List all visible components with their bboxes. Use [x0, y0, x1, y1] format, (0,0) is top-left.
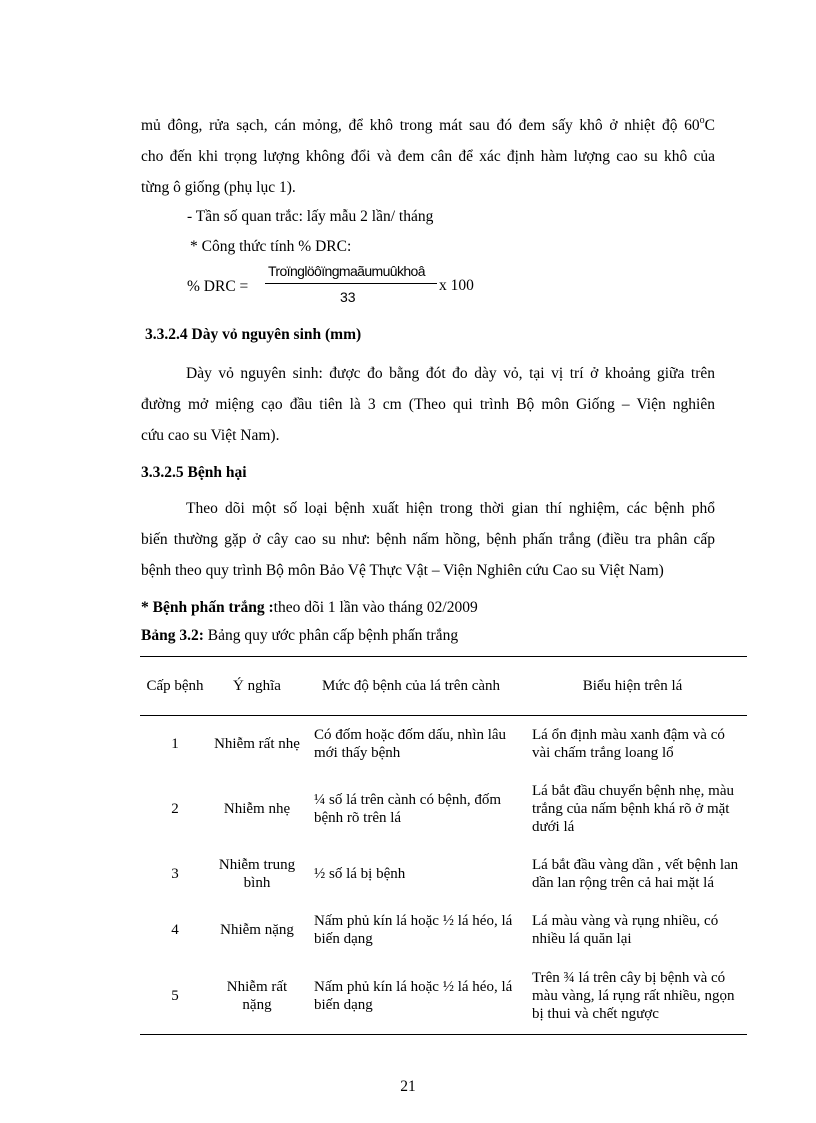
table-cell: Nấm phủ kín lá hoặc ½ lá héo, lá biến dạng [314, 979, 513, 1013]
paragraph-text: mủ đông, rửa sạch, cán mỏng, để khô trong mát sau đó đem sấy khô ở nhiệt độ 60 [141, 117, 700, 134]
paragraph-line: biến thường gặp ở cây cao su như: bệnh nấm hồng, bệnh phấn trắng (điều tra phân cấp [141, 531, 715, 548]
paragraph-line: đường mở miệng cạo đầu tiên là 3 cm (Theo qui trình Bộ môn Giống – Viện nghiên [141, 396, 715, 413]
powdery-mildew-note [141, 598, 478, 618]
table-cell: 1 [171, 736, 179, 752]
paragraph-line: bệnh theo quy trình Bộ môn Bảo Vệ Thực Vật – Viện Nghiên cứu Cao su Việt Nam) [141, 562, 664, 579]
paragraph-line: cứu cao su Việt Nam). [141, 427, 280, 444]
table-cell: 5 [171, 988, 179, 1004]
header-cell: Ý nghĩa [233, 678, 281, 694]
table-cell: ½ số lá bị bệnh [314, 866, 406, 882]
table-cell: 3 [171, 866, 179, 882]
table-cell: Nhiễm trung bình [218, 857, 296, 891]
frequency-line: - Tần số quan trắc: lấy mẫu 2 lần/ tháng [187, 208, 434, 225]
degree-superscript: o [699, 114, 705, 126]
table-cell: Lá ổn định màu xanh đậm và có vài chấm trắng loang lổ [532, 727, 725, 761]
table-cell: Nấm phủ kín lá hoặc ½ lá héo, lá biến dạng [314, 913, 513, 947]
fraction-bar [265, 283, 437, 284]
table-cell: Nhiễm nhẹ [223, 801, 291, 817]
table-cell: Trên ¾ lá trên cây bị bệnh và có màu vàng, lá rụng rất nhiều, ngọn bị thui và chết ngược [532, 970, 735, 1022]
formula-numerator: Troïnglöôïngmaãumuûkhoâ [268, 263, 425, 279]
caption-text: Bảng quy ước phân cấp bệnh phấn trắng [203, 627, 459, 644]
header-cell: Mức độ bệnh của lá trên cành [321, 678, 501, 694]
section-heading: 3.3.2.4 Dày vỏ nguyên sinh (mm) [145, 326, 362, 343]
table-row [140, 772, 747, 846]
page-number: 21 [400, 1078, 416, 1095]
header-cell: Cấp bệnh [146, 678, 204, 694]
note-label: * Bệnh phấn trắng : [141, 599, 274, 616]
paragraph-line [141, 116, 715, 136]
table-row [140, 846, 747, 902]
paragraph-line: cho đến khi trọng lượng không đổi và đem cân để xác định hàm lượng cao su khô của [141, 148, 715, 165]
disease-grade-table [140, 656, 747, 1035]
formula-label: % DRC = [187, 278, 249, 295]
table-cell: Nhiễm nặng [220, 922, 294, 938]
table-caption [141, 626, 458, 646]
caption-label: Bảng 3.2: [141, 627, 204, 644]
formula-denominator: 33 [340, 289, 356, 305]
paragraph-line: Dày vỏ nguyên sinh: được đo bằng đót đo dày vỏ, tại vị trí ở khoảng giữa trên [186, 365, 715, 382]
paragraph-line: Theo dõi một số loại bệnh xuất hiện trong thời gian thí nghiệm, các bệnh phổ [186, 500, 715, 517]
table-row [140, 716, 747, 773]
table-cell: Nhiễm rất nặng [226, 979, 288, 1013]
table-cell: Lá màu vàng và rụng nhiều, có nhiều lá quăn lại [532, 913, 719, 947]
table-row [140, 958, 747, 1035]
table-cell: ¼ số lá trên cành có bệnh, đốm bệnh rõ trên lá [314, 792, 502, 826]
table-cell: 2 [171, 801, 179, 817]
table-cell: Lá bắt đầu chuyển bệnh nhẹ, màu trắng của nấm bệnh khá rõ ở mặt dưới lá [532, 783, 735, 835]
formula-heading: * Công thức tính % DRC: [190, 238, 352, 255]
header-cell: Biểu hiện trên lá [582, 678, 683, 694]
section-heading: 3.3.2.5 Bệnh hại [141, 464, 247, 481]
table-cell: Lá bắt đầu vàng dần , vết bệnh lan dần lan rộng trên cả hai mặt lá [532, 857, 739, 891]
note-text: theo dõi 1 lần vào tháng 02/2009 [273, 599, 478, 616]
degree-unit: C [704, 117, 715, 134]
paragraph-line: từng ô giống (phụ lục 1). [141, 179, 296, 196]
table-row [140, 902, 747, 958]
table-header-row [140, 657, 747, 716]
table-cell: Có đốm hoặc đốm dấu, nhìn lâu mới thấy bệnh [314, 727, 507, 761]
formula-multiplier: x 100 [439, 277, 474, 294]
table-cell: Nhiễm rất nhẹ [214, 736, 300, 752]
table-cell: 4 [171, 922, 179, 938]
